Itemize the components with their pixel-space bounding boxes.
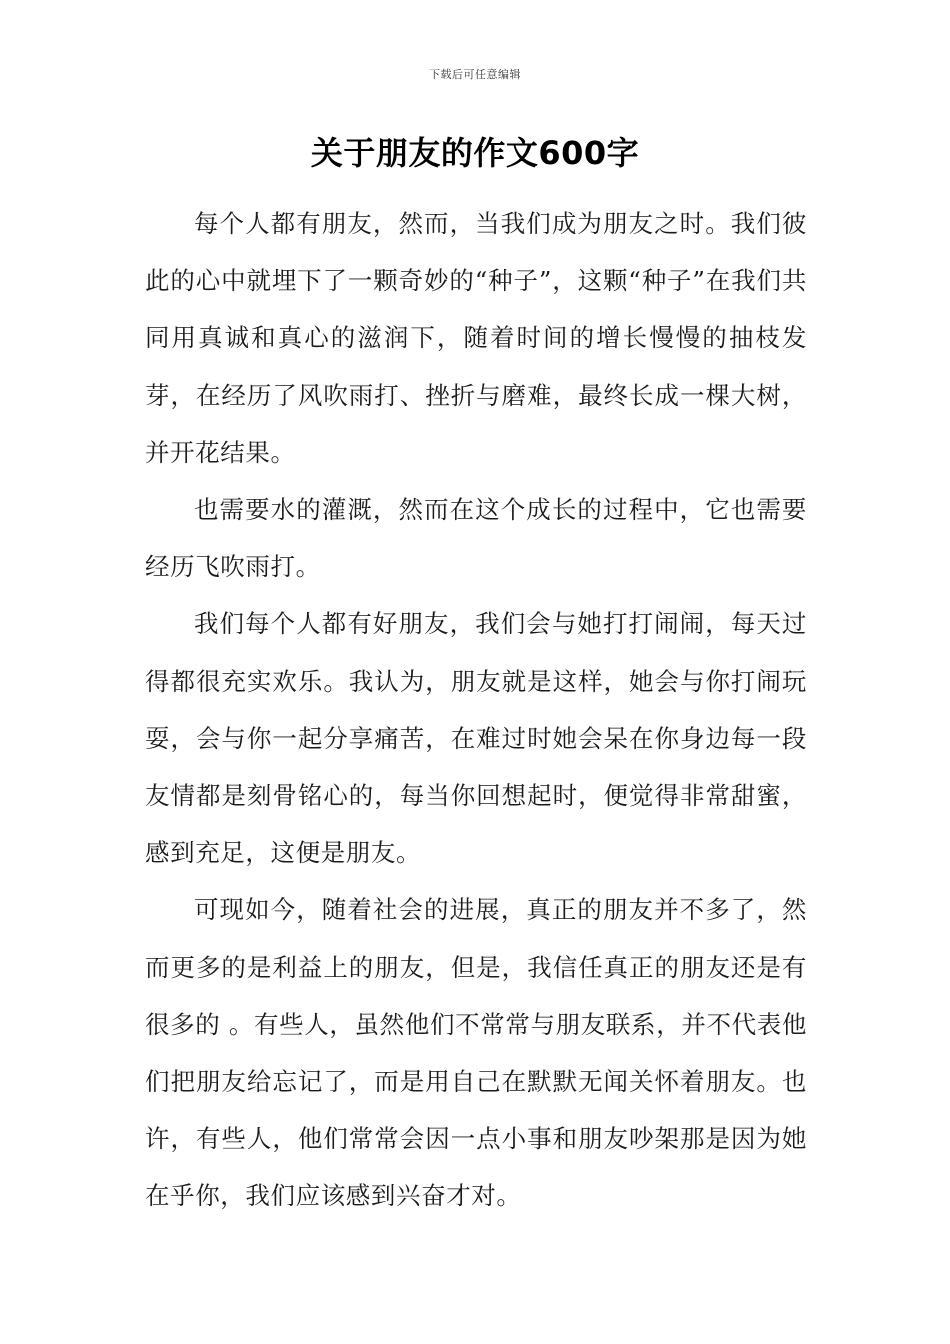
article-body [145,195,807,1225]
paragraph-1: 每个人都有朋友，然而，当我们成为朋友之时。我们彼此的心中就埋下了一颗奇妙的“种子”，这颗“种子”在我们共同用真诚和真心的滋润下，随着时间的增长慢慢的抽枝发芽，在经历了风吹雨打、挫折与磨难，最终长成一棵大树，并开花结果。 [145,209,807,467]
paragraph-3: 我们每个人都有好朋友，我们会与她打打闹闹，每天过得都很充实欢乐。我认为，朋友就是这样，她会与你打闹玩耍，会与你一起分享痛苦，在难过时她会呆在你身边每一段友情都是刻骨铭心的，每当你回想起时，便觉得非常甜蜜，感到充足，这便是朋友。 [145,609,807,868]
page-title: 关于朋友的作文600字 [310,134,640,172]
paragraph-4: 可现如今，随着社会的进展，真正的朋友并不多了，然而更多的是利益上的朋友，但是，我信任真正的朋友还是有很多的 。有些人，虽然他们不常常与朋友联系，并不代表他们把朋友给忘记了，而是用自己在默默无闻关怀着朋友。也许，有些人，他们常常会因一点小事和朋友吵架那是因为她在乎你，我们应该感到兴奋才对。 [145,895,807,1211]
paragraph-2: 也需要水的灌溉，然而在这个成长的过程中，它也需要经历飞吹雨打。 [145,495,807,582]
header-note: 下载后可任意编辑 [429,68,521,81]
